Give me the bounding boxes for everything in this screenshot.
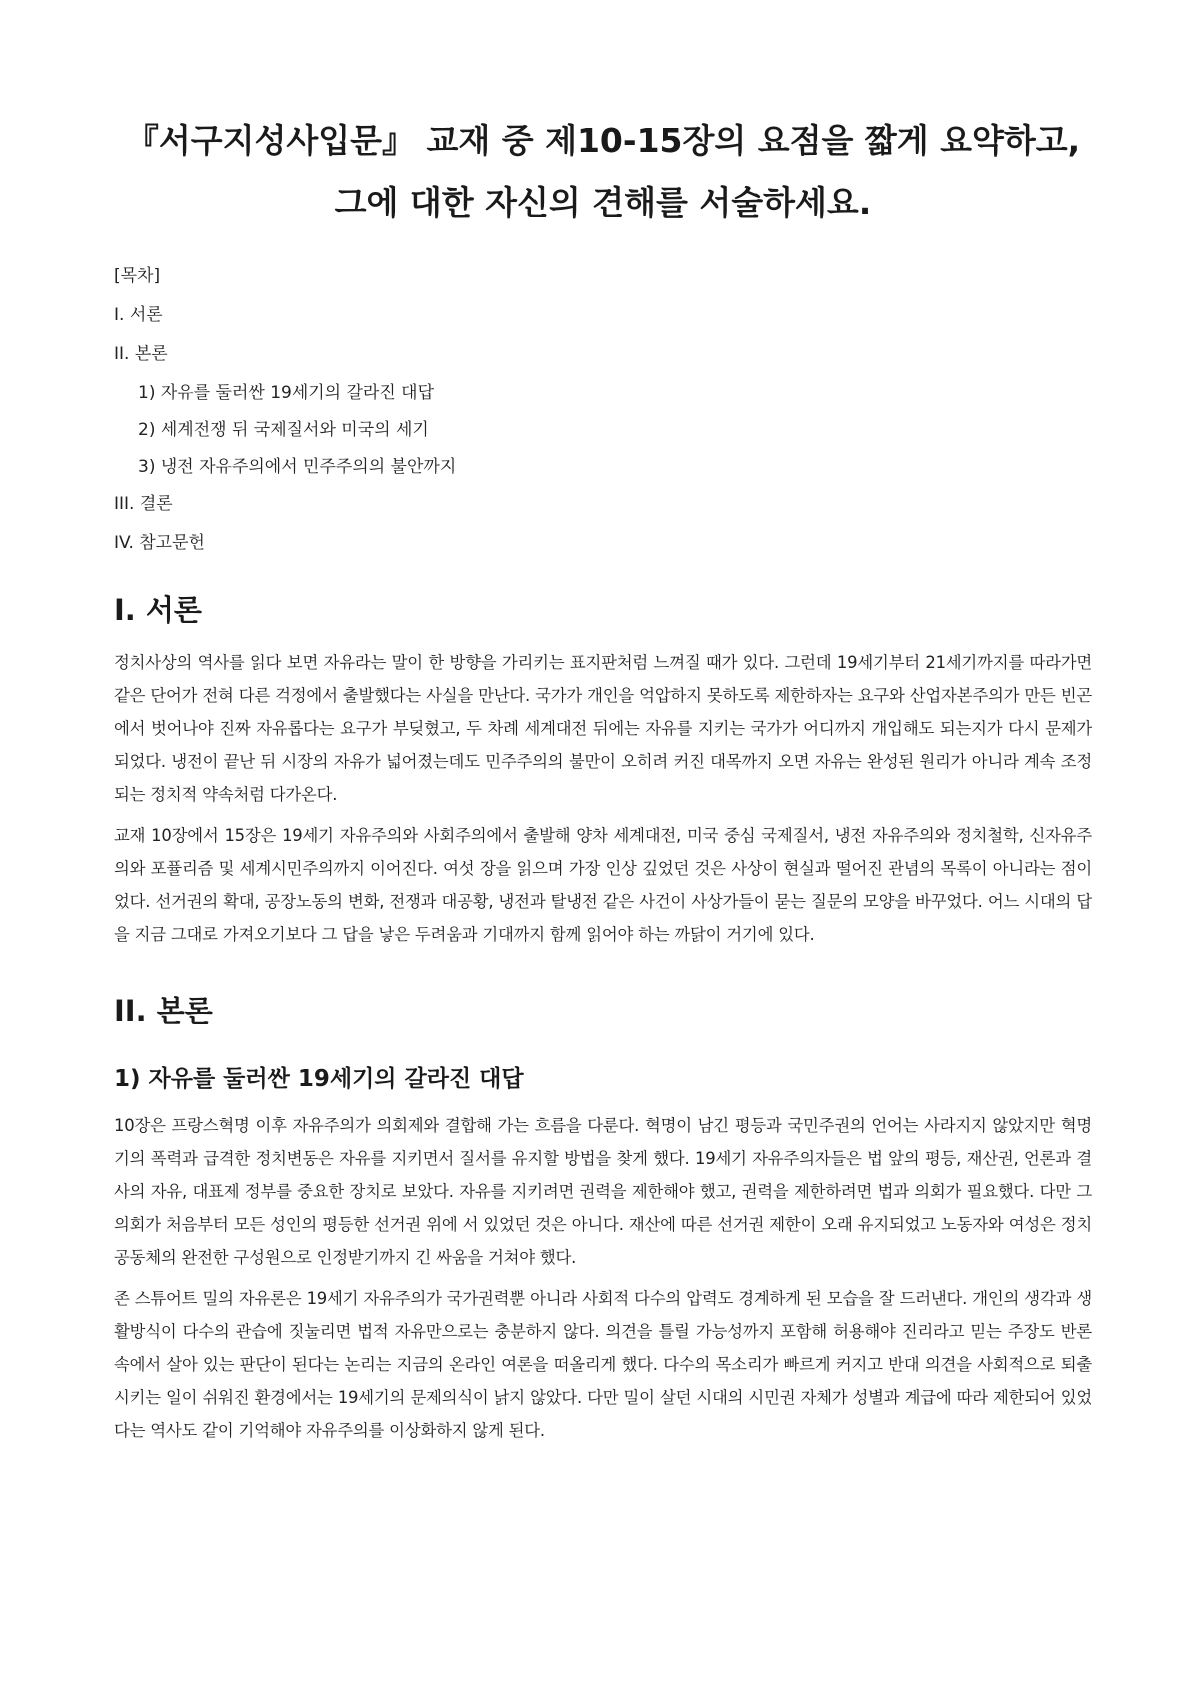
toc-heading: [목차] xyxy=(114,266,161,286)
toc-subitem: 2) 세계전쟁 뒤 국제질서와 미국의 세기 xyxy=(138,420,429,440)
intro-paragraph: 교재 10장에서 15장은 19세기 자유주의와 사회주의에서 출발해 양차 세계대전, 미국 중심 국제질서, 냉전 자유주의와 정치철학, 신자유주의와 포퓰리즘 및 세계시민주의까지 이어진다. 여섯 장을 읽으며 가장 인상 깊었던 것은 사상이 현실과 떨어진 관념의 목록이 아니라는 점이었다. 선거권의 확대, 공장노동의 변화, 전쟁과 대공황, 냉전과 탈냉전 같은 사건이 사상가들이 묻는 질문의 모양을 바꾸었다. 어느 시대의 답을 지금 그대로 가져오기보다 그 답을 낳은 두려움과 기대까지 함께 읽어야 하는 까닭이 거기에 있다. xyxy=(114,826,1092,944)
toc-item: I. 서론 xyxy=(114,305,163,325)
toc-item: III. 결론 xyxy=(114,494,173,514)
table-of-contents xyxy=(114,264,1092,556)
section-heading-body: II. 본론 xyxy=(114,994,213,1028)
subsection-heading: 1) 자유를 둘러싼 19세기의 갈라진 대답 xyxy=(114,1066,524,1092)
toc-item: II. 본론 xyxy=(114,344,168,364)
document-title: 『서구지성사입문』 교재 중 제10-15장의 요점을 짧게 요약하고, 그에 대한 자신의 견해를 서술하세요. xyxy=(125,121,1081,222)
section-heading-intro: I. 서론 xyxy=(114,593,202,627)
body-paragraph: 존 스튜어트 밀의 자유론은 19세기 자유주의가 국가권력뿐 아니라 사회적 다수의 압력도 경계하게 된 모습을 잘 드러낸다. 개인의 생각과 생활방식이 다수의 관습에 짓눌리면 법적 자유만으로는 충분하지 않다. 의견을 틀릴 가능성까지 포함해 허용해야 진리라고 믿는 주장도 반론 속에서 살아 있는 판단이 된다는 논리는 지금의 온라인 여론을 떠올리게 했다. 다수의 목소리가 빠르게 커지고 반대 의견을 사회적으로 퇴출시키는 일이 쉬워진 환경에서는 19세기의 문제의식이 낡지 않았다. 다만 밀이 살던 시대의 시민권 자체가 성별과 계급에 따라 제한되어 있었다는 역사도 같이 기억해야 자유주의를 이상화하지 않게 된다. xyxy=(114,1289,1092,1440)
toc-item: IV. 참고문헌 xyxy=(114,533,205,553)
toc-subitem: 1) 자유를 둘러싼 19세기의 갈라진 대답 xyxy=(138,383,435,403)
intro-paragraph: 정치사상의 역사를 읽다 보면 자유라는 말이 한 방향을 가리키는 표지판처럼 느껴질 때가 있다. 그런데 19세기부터 21세기까지를 따라가면 같은 단어가 전혀 다른 걱정에서 출발했다는 사실을 만난다. 국가가 개인을 억압하지 못하도록 제한하자는 요구와 산업자본주의가 만든 빈곤에서 벗어나야 진짜 자유롭다는 요구가 부딪혔고, 두 차례 세계대전 뒤에는 자유를 지키는 국가가 어디까지 개입해도 되는지가 다시 문제가 되었다. 냉전이 끝난 뒤 시장의 자유가 넓어졌는데도 민주주의의 불만이 오히려 커진 대목까지 오면 자유는 완성된 원리가 아니라 계속 조정되는 정치적 약속처럼 다가온다. xyxy=(114,653,1092,804)
toc-subitem: 3) 냉전 자유주의에서 민주주의의 불안까지 xyxy=(138,457,457,477)
body-paragraph: 10장은 프랑스혁명 이후 자유주의가 의회제와 결합해 가는 흐름을 다룬다. 혁명이 남긴 평등과 국민주권의 언어는 사라지지 않았지만 혁명기의 폭력과 급격한 정치변동은 자유를 지키면서 질서를 유지할 방법을 찾게 했다. 19세기 자유주의자들은 법 앞의 평등, 재산권, 언론과 결사의 자유, 대표제 정부를 중요한 장치로 보았다. 자유를 지키려면 권력을 제한해야 했고, 권력을 제한하려면 법과 의회가 필요했다. 다만 그 의회가 처음부터 모든 성인의 평등한 선거권 위에 서 있었던 것은 아니다. 재산에 따른 선거권 제한이 오래 유지되었고 노동자와 여성은 정치공동체의 완전한 구성원으로 인정받기까지 긴 싸움을 거쳐야 했다. xyxy=(114,1116,1092,1267)
